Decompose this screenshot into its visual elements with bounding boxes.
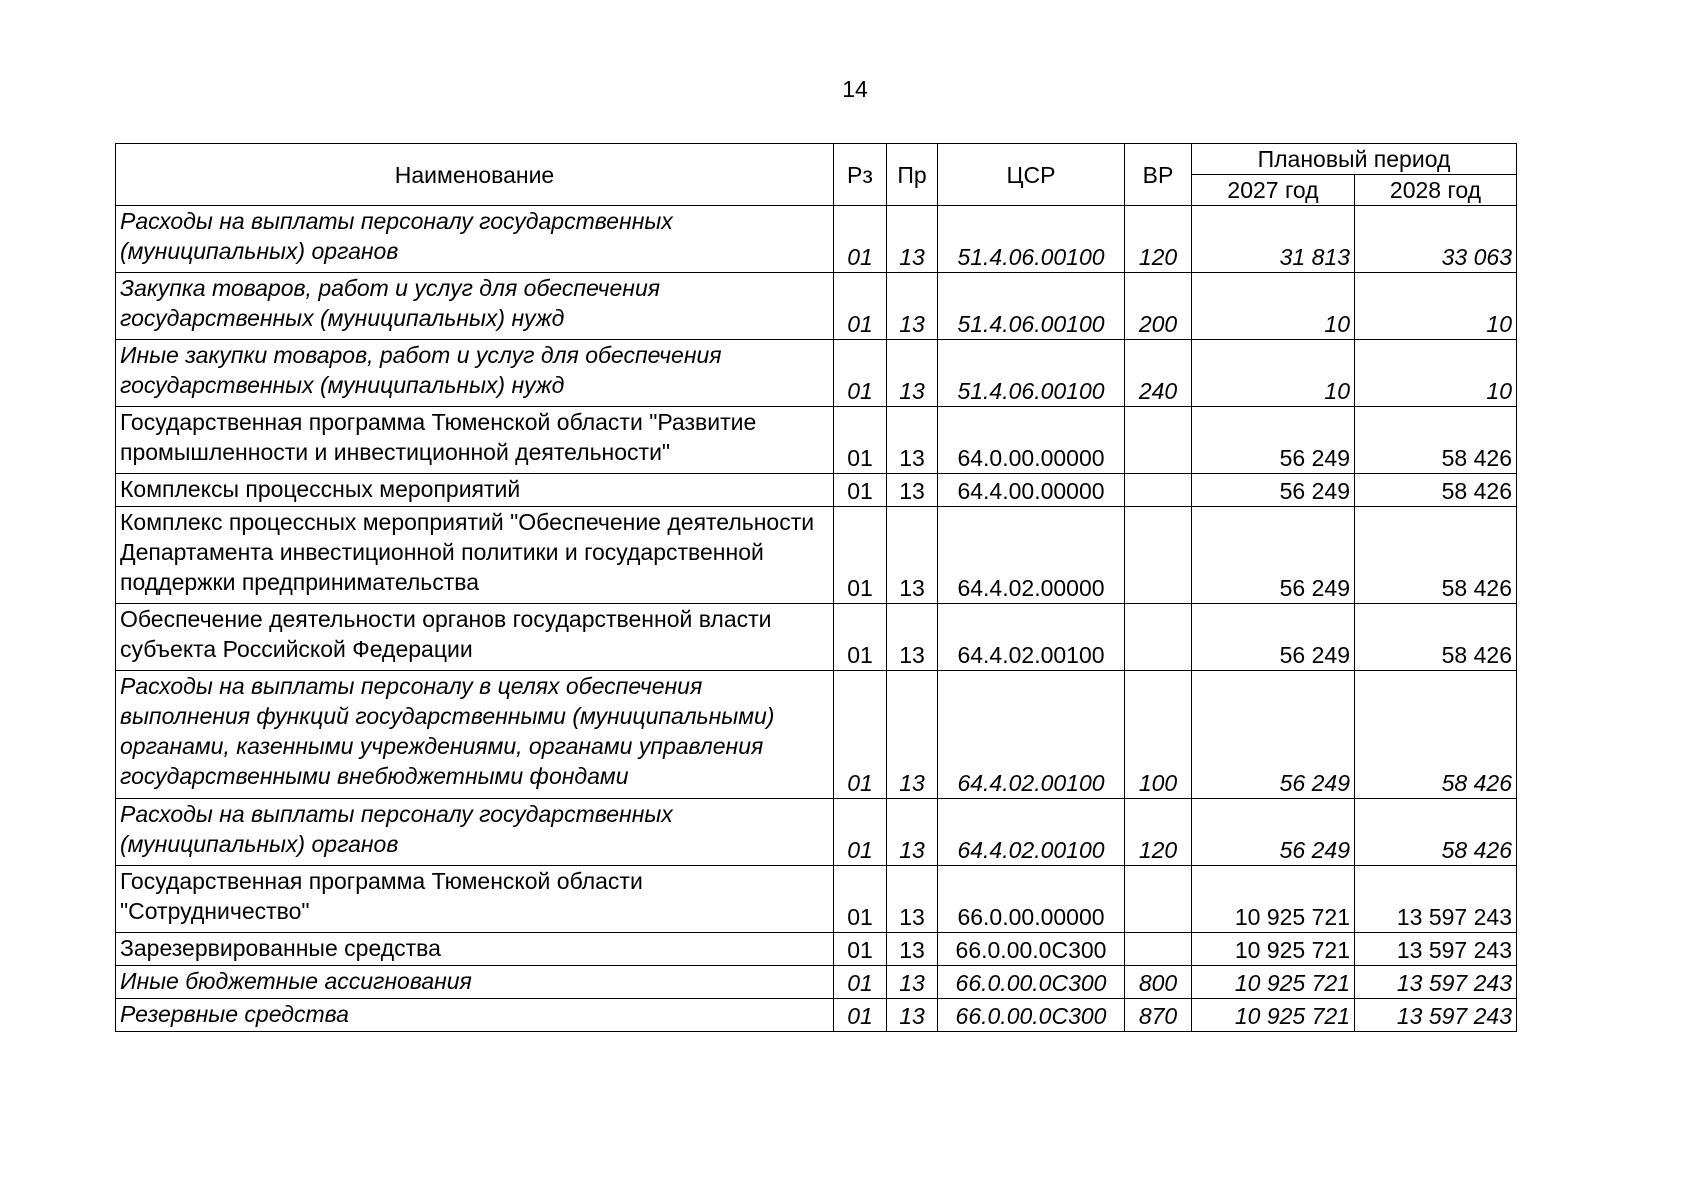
- cell-2027: 56 249: [1192, 604, 1355, 671]
- cell-2027: 56 249: [1192, 407, 1355, 474]
- cell-vr: [1125, 407, 1192, 474]
- cell-csr: 51.4.06.00100: [938, 273, 1125, 340]
- cell-csr: 66.0.00.0С300: [938, 999, 1125, 1032]
- cell-csr: 51.4.06.00100: [938, 206, 1125, 273]
- header-vr: ВР: [1125, 144, 1192, 206]
- cell-2028: 58 426: [1355, 507, 1517, 604]
- cell-2027: 31 813: [1192, 206, 1355, 273]
- header-rz: Рз: [834, 144, 887, 206]
- cell-2028: 13 597 243: [1355, 866, 1517, 933]
- cell-rz: 01: [834, 604, 887, 671]
- table-row: [116, 999, 1517, 1032]
- cell-pr: 13: [887, 273, 938, 340]
- cell-name: Иные бюджетные ассигнования: [116, 966, 834, 999]
- cell-name: Расходы на выплаты персоналу в целях обеспечения выполнения функций государственными (муниципальными) органами, казенными учреждениями, органами управления государственными внебюджетными фондами: [116, 671, 834, 799]
- page-number: 14: [842, 76, 868, 102]
- header-name: Наименование: [116, 144, 834, 206]
- table-row: [116, 273, 1517, 340]
- cell-csr: 66.0.00.0С300: [938, 933, 1125, 966]
- table-row: [116, 206, 1517, 273]
- cell-2028: 58 426: [1355, 671, 1517, 799]
- header-planned-period: Плановый период: [1192, 144, 1517, 175]
- cell-name: Комплекс процессных мероприятий "Обеспечение деятельности Департамента инвестиционной политики и государственной поддержки предпринимательства: [116, 507, 834, 604]
- cell-2028: 58 426: [1355, 474, 1517, 507]
- cell-vr: [1125, 866, 1192, 933]
- cell-pr: 13: [887, 966, 938, 999]
- cell-csr: 64.4.02.00100: [938, 799, 1125, 866]
- cell-pr: 13: [887, 799, 938, 866]
- cell-rz: 01: [834, 866, 887, 933]
- header-year-2027: 2027 год: [1192, 175, 1355, 206]
- cell-csr: 64.4.02.00000: [938, 507, 1125, 604]
- cell-2028: 58 426: [1355, 604, 1517, 671]
- cell-name: Зарезервированные средства: [116, 933, 834, 966]
- cell-rz: 01: [834, 474, 887, 507]
- cell-rz: 01: [834, 671, 887, 799]
- table-row: [116, 507, 1517, 604]
- cell-vr: [1125, 474, 1192, 507]
- header-year-2028: 2028 год: [1355, 175, 1517, 206]
- cell-2028: 10: [1355, 340, 1517, 407]
- cell-2028: 13 597 243: [1355, 966, 1517, 999]
- cell-vr: [1125, 604, 1192, 671]
- table-body: [116, 206, 1517, 1032]
- cell-pr: 13: [887, 999, 938, 1032]
- cell-2028: 33 063: [1355, 206, 1517, 273]
- cell-name: Иные закупки товаров, работ и услуг для обеспечения государственных (муниципальных) нужд: [116, 340, 834, 407]
- table-row: [116, 604, 1517, 671]
- cell-2027: 10: [1192, 273, 1355, 340]
- cell-rz: 01: [834, 799, 887, 866]
- cell-vr: 120: [1125, 206, 1192, 273]
- cell-rz: 01: [834, 206, 887, 273]
- budget-table: [115, 143, 1517, 1032]
- cell-vr: [1125, 933, 1192, 966]
- table-row: [116, 671, 1517, 799]
- cell-name: Закупка товаров, работ и услуг для обеспечения государственных (муниципальных) нужд: [116, 273, 834, 340]
- cell-2027: 56 249: [1192, 671, 1355, 799]
- header-csr: ЦСР: [938, 144, 1125, 206]
- table-row: [116, 799, 1517, 866]
- cell-vr: 200: [1125, 273, 1192, 340]
- cell-pr: 13: [887, 340, 938, 407]
- cell-csr: 64.4.02.00100: [938, 671, 1125, 799]
- cell-name: Расходы на выплаты персоналу государственных (муниципальных) органов: [116, 206, 834, 273]
- cell-pr: 13: [887, 474, 938, 507]
- cell-name: Резервные средства: [116, 999, 834, 1032]
- cell-rz: 01: [834, 507, 887, 604]
- cell-pr: 13: [887, 507, 938, 604]
- cell-csr: 64.0.00.00000: [938, 407, 1125, 474]
- cell-pr: 13: [887, 866, 938, 933]
- cell-rz: 01: [834, 407, 887, 474]
- cell-csr: 64.4.00.00000: [938, 474, 1125, 507]
- cell-vr: 800: [1125, 966, 1192, 999]
- table-row: [116, 866, 1517, 933]
- cell-2027: 10: [1192, 340, 1355, 407]
- header-pr: Пр: [887, 144, 938, 206]
- cell-name: Государственная программа Тюменской области "Сотрудничество": [116, 866, 834, 933]
- cell-vr: 100: [1125, 671, 1192, 799]
- table-row: [116, 474, 1517, 507]
- cell-name: Государственная программа Тюменской области "Развитие промышленности и инвестиционной деятельности": [116, 407, 834, 474]
- cell-2027: 10 925 721: [1192, 999, 1355, 1032]
- table-row: [116, 933, 1517, 966]
- cell-name: Комплексы процессных мероприятий: [116, 474, 834, 507]
- cell-pr: 13: [887, 671, 938, 799]
- cell-2028: 58 426: [1355, 799, 1517, 866]
- cell-csr: 66.0.00.0С300: [938, 966, 1125, 999]
- cell-pr: 13: [887, 407, 938, 474]
- cell-2027: 10 925 721: [1192, 866, 1355, 933]
- cell-csr: 51.4.06.00100: [938, 340, 1125, 407]
- table-row: [116, 340, 1517, 407]
- cell-vr: 240: [1125, 340, 1192, 407]
- cell-2028: 13 597 243: [1355, 933, 1517, 966]
- cell-rz: 01: [834, 966, 887, 999]
- cell-2028: 13 597 243: [1355, 999, 1517, 1032]
- cell-2027: 10 925 721: [1192, 933, 1355, 966]
- cell-pr: 13: [887, 604, 938, 671]
- cell-name: Обеспечение деятельности органов государственной власти субъекта Российской Федерации: [116, 604, 834, 671]
- cell-2027: 56 249: [1192, 474, 1355, 507]
- cell-name: Расходы на выплаты персоналу государственных (муниципальных) органов: [116, 799, 834, 866]
- cell-2027: 10 925 721: [1192, 966, 1355, 999]
- cell-rz: 01: [834, 933, 887, 966]
- cell-vr: [1125, 507, 1192, 604]
- cell-vr: 870: [1125, 999, 1192, 1032]
- table-header: [116, 144, 1517, 206]
- table-row: [116, 407, 1517, 474]
- cell-rz: 01: [834, 273, 887, 340]
- cell-2027: 56 249: [1192, 507, 1355, 604]
- cell-2028: 58 426: [1355, 407, 1517, 474]
- cell-2027: 56 249: [1192, 799, 1355, 866]
- cell-csr: 66.0.00.00000: [938, 866, 1125, 933]
- cell-rz: 01: [834, 340, 887, 407]
- cell-pr: 13: [887, 933, 938, 966]
- cell-vr: 120: [1125, 799, 1192, 866]
- cell-rz: 01: [834, 999, 887, 1032]
- cell-pr: 13: [887, 206, 938, 273]
- cell-2028: 10: [1355, 273, 1517, 340]
- table-row: [116, 966, 1517, 999]
- cell-csr: 64.4.02.00100: [938, 604, 1125, 671]
